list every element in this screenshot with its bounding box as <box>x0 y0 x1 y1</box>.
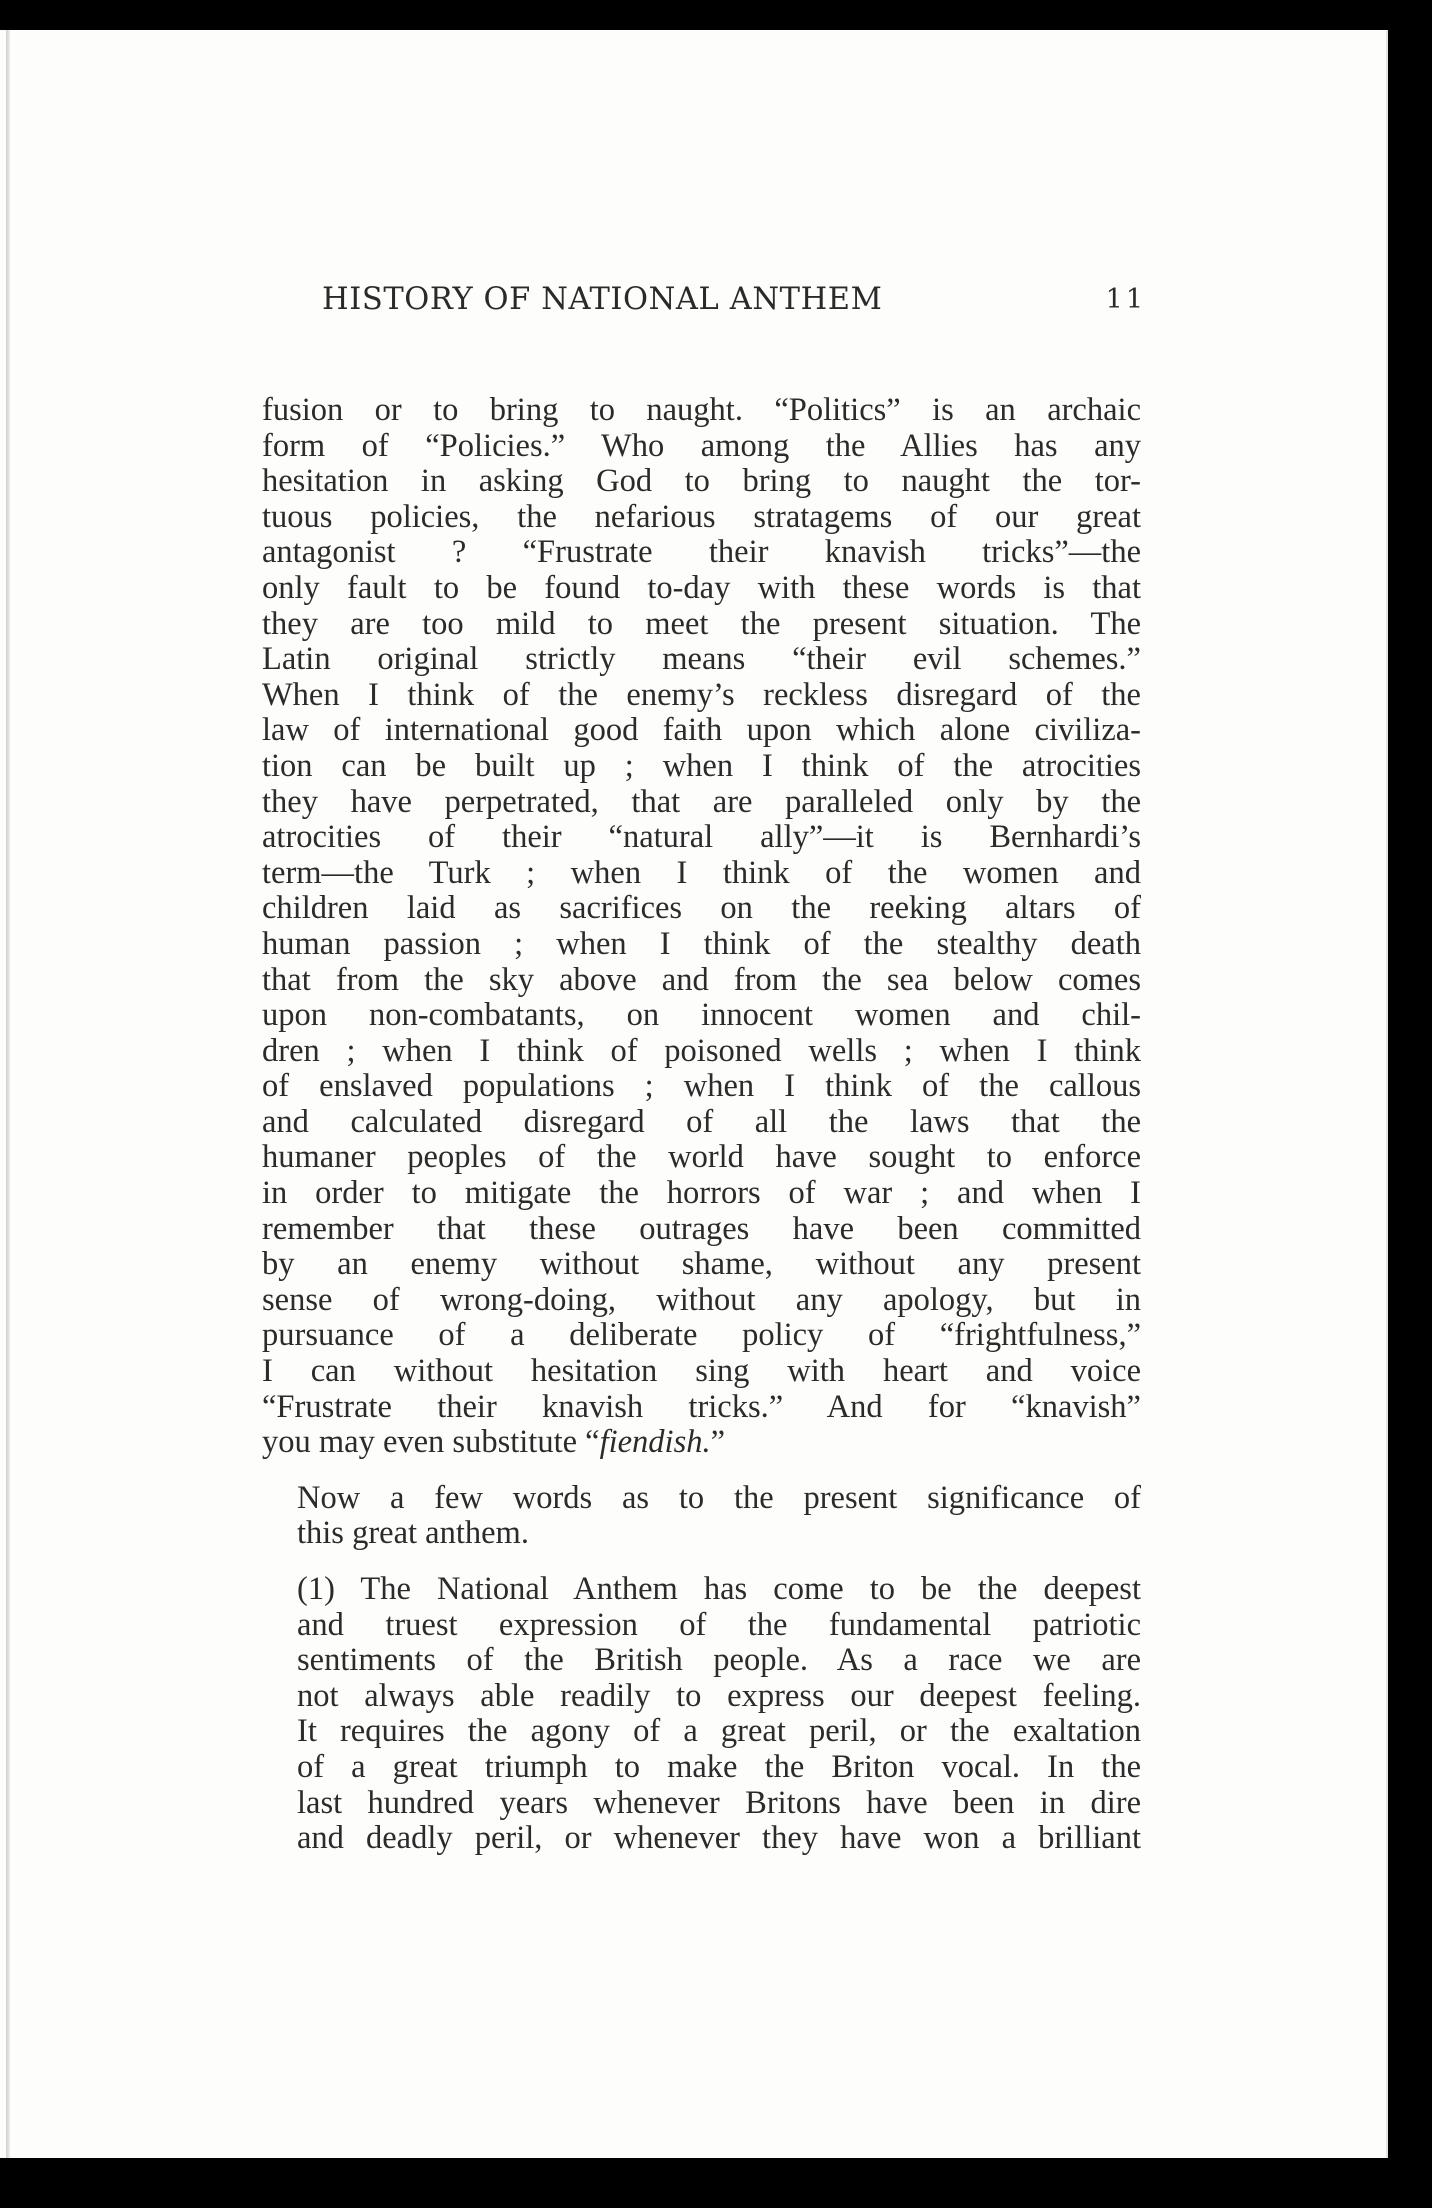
text-line: tuous policies, the nefarious stratagems of our great <box>262 498 1141 535</box>
text-line: human passion ; when I think of the stealthy death <box>262 925 1141 962</box>
paragraph-3 <box>262 1572 1141 1857</box>
text-line: (1) The National Anthem has come to be the deepest <box>297 1571 1141 1607</box>
text-line: law of international good faith upon which alone civiliza- <box>262 712 1141 749</box>
italic-word: fiendish. <box>599 1424 711 1461</box>
text-line: Now a few words as to the present significance of <box>297 1479 1141 1516</box>
text-line: only fault to be found to-day with these words is that <box>262 569 1141 606</box>
paragraph-1 <box>262 393 1141 1461</box>
text-line: humaner peoples of the world have sought to enforce <box>262 1139 1141 1176</box>
text-line: they have perpetrated, that are paralleled only by the <box>262 783 1141 820</box>
text-line: and truest expression of the fundamental patriotic <box>297 1606 1141 1643</box>
text-line: I can without hesitation sing with heart and voice <box>262 1353 1141 1390</box>
paragraph-1-last-line <box>262 1425 1141 1461</box>
text-line: fusion or to bring to naught. “Politics” is an archaic <box>262 392 1141 428</box>
text-line: and deadly peril, or whenever they have won a brilliant <box>297 1820 1141 1857</box>
text-line: antagonist ? “Frustrate their knavish tricks”—the <box>262 534 1141 571</box>
text-line: by an enemy without shame, without any present <box>262 1246 1141 1283</box>
paragraph-2 <box>262 1481 1141 1552</box>
text-fragment: ” <box>710 1424 726 1461</box>
text-line: When I think of the enemy’s reckless disregard of the <box>262 676 1141 713</box>
text-line: and calculated disregard of all the laws that the <box>262 1103 1141 1140</box>
text-line: of enslaved populations ; when I think of the callous <box>262 1068 1141 1105</box>
text-line: upon non-combatants, on innocent women and chil- <box>262 997 1141 1034</box>
book-page <box>0 30 1388 2158</box>
text-fragment: you may even substitute “ <box>262 1424 600 1461</box>
text-line: hesitation in asking God to bring to naught the tor- <box>262 463 1141 500</box>
page-number: 11 <box>1105 284 1146 315</box>
text-line: It requires the agony of a great peril, or the exaltation <box>297 1713 1141 1750</box>
paragraph-2-last-line: this great anthem. <box>297 1515 529 1552</box>
running-head <box>322 282 1146 330</box>
binding-edge <box>6 30 10 2158</box>
text-line: not always able readily to express our deepest feeling. <box>297 1677 1141 1714</box>
text-line: tion can be built up ; when I think of the atrocities <box>262 747 1141 784</box>
text-line: form of “Policies.” Who among the Allies has any <box>262 427 1141 464</box>
body-text <box>262 393 1141 1857</box>
text-line: sense of wrong-doing, without any apology, but in <box>262 1281 1141 1318</box>
text-line: of a great triumph to make the Briton vocal. In the <box>297 1748 1141 1785</box>
text-line: dren ; when I think of poisoned wells ; when I think <box>262 1032 1141 1069</box>
text-line: atrocities of their “natural ally”—it is Bernhardi’s <box>262 819 1141 856</box>
text-line: remember that these outrages have been committed <box>262 1210 1141 1247</box>
text-line: that from the sky above and from the sea below comes <box>262 961 1141 998</box>
text-line: pursuance of a deliberate policy of “frightfulness,” <box>262 1317 1141 1354</box>
text-line: sentiments of the British people. As a race we are <box>297 1642 1141 1679</box>
text-line: Latin original strictly means “their evil schemes.” <box>262 641 1141 678</box>
text-line: last hundred years whenever Britons have been in dire <box>297 1784 1141 1821</box>
text-line: they are too mild to meet the present situation. The <box>262 605 1141 642</box>
running-head-title: HISTORY OF NATIONAL ANTHEM <box>322 282 883 317</box>
text-line: “Frustrate their knavish tricks.” And for “knavish” <box>262 1388 1141 1425</box>
text-line: children laid as sacrifices on the reeking altars of <box>262 890 1141 927</box>
text-line: in order to mitigate the horrors of war ; and when I <box>262 1175 1141 1212</box>
text-line: term—the Turk ; when I think of the women and <box>262 854 1141 891</box>
